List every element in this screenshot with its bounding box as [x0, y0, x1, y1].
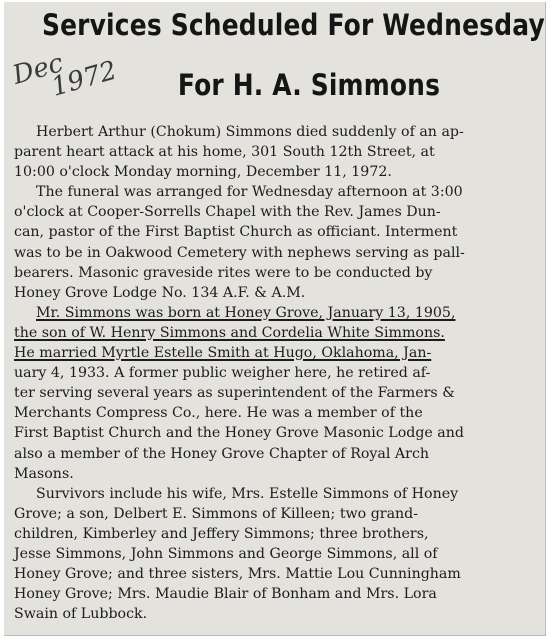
article-line: The funeral was arranged for Wednesday afternoon at 3:00: [36, 184, 463, 201]
article-line: children, Kimberley and Jeffery Simmons; three brothers,: [14, 525, 429, 542]
article-line: Honey Grove; and three sisters, Mrs. Mattie Lou Cunningham: [14, 566, 461, 583]
article-line: Grove; a son, Delbert E. Simmons of Killeen; two grand-: [14, 505, 419, 522]
article-line: also a member of the Honey Grove Chapter of Royal Arch: [14, 445, 430, 462]
article-line: Herbert Arthur (Chokum) Simmons died suddenly of an ap-: [36, 124, 464, 140]
article-line: bearers. Masonic graveside rites were to be conducted by: [14, 264, 433, 281]
article-line: Jesse Simmons, John Simmons and George Simmons, all of: [14, 545, 438, 562]
article-line: Merchants Compress Co., here. He was a member of the: [14, 405, 423, 422]
article-body: [14, 122, 544, 624]
article-line: was to be in Oakwood Cemetery with nephews serving as pall-: [14, 244, 465, 261]
headline-line-1: Services Scheduled For Wednesday: [41, 8, 545, 42]
article-line: ter serving several years as superintendent of the Farmers &: [14, 385, 455, 402]
article-line: o'clock at Cooper-Sorrells Chapel with the Rev. James Dun-: [14, 204, 441, 221]
handwritten-month: Dec: [9, 48, 67, 91]
article-line: Honey Grove; Mrs. Maudie Blair of Bonham and Mrs. Lora: [14, 586, 437, 603]
article-line: 10:00 o'clock Monday morning, December 11, 1972.: [14, 164, 392, 181]
newspaper-clipping: [4, 2, 546, 636]
article-line-underlined: the son of W. Henry Simmons and Cordelia White Simmons.: [14, 324, 445, 341]
article-line: First Baptist Church and the Honey Grove Masonic Lodge and: [14, 425, 464, 442]
article-line: Swain of Lubbock.: [14, 606, 148, 623]
article-line: Masons.: [14, 465, 74, 482]
article-line: Survivors include his wife, Mrs. Estelle Simmons of Honey: [36, 485, 459, 502]
article-line: Honey Grove Lodge No. 134 A.F. & A.M.: [14, 284, 306, 301]
handwritten-year: 1972: [48, 55, 121, 103]
article-line-underlined: Mr. Simmons was born at Honey Grove, January 13, 1905,: [36, 304, 456, 321]
article-line: parent heart attack at his home, 301 South 12th Street, at: [14, 144, 435, 161]
headline-line-2: For H. A. Simmons: [177, 68, 441, 102]
article-line: uary 4, 1933. A former public weigher here, he retired af-: [14, 365, 431, 382]
article-line-underlined: He married Myrtle Estelle Smith at Hugo, Oklahoma, Jan-: [14, 345, 432, 362]
article-line: can, pastor of the First Baptist Church as officiant. Interment: [14, 224, 458, 241]
